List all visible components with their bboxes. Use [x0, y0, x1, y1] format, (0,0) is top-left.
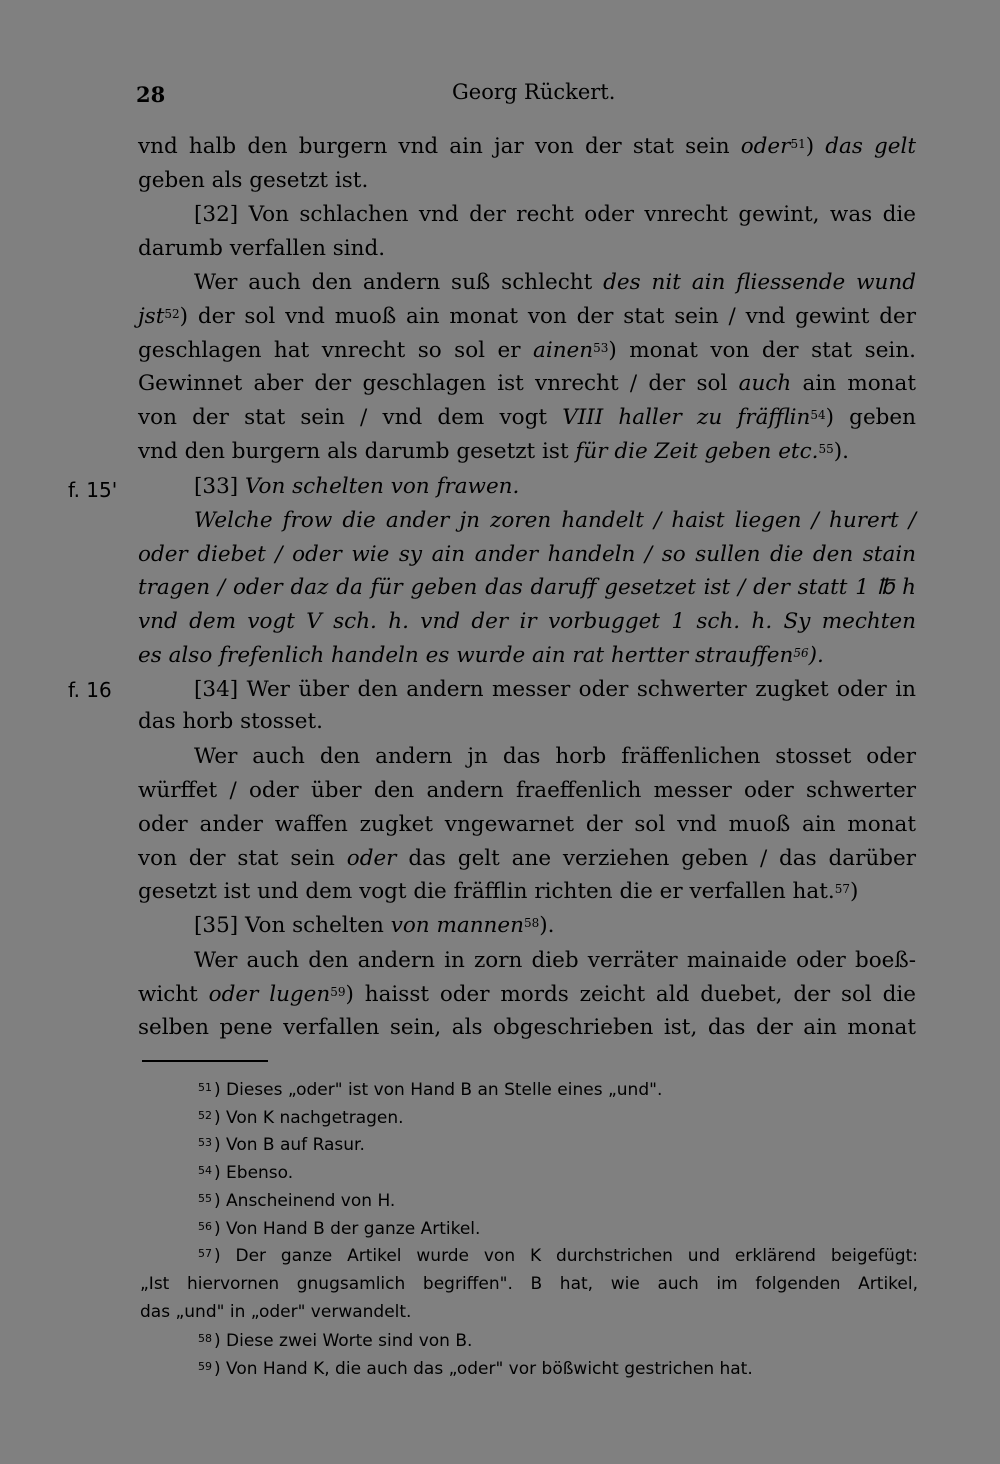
- text-line: vnd dem vogt V sch. h. vnd der ir vorbugget 1 sch. h. Sy mechten: [138, 609, 916, 634]
- text-line: vnd den burgern als darumb gesetzt ist für die Zeit geben etc.$^{55}$).: [138, 439, 849, 464]
- text-line: tragen / oder daz da für geben das daruff gesetzet ist / der statt 1 ℔ h: [138, 575, 916, 600]
- footnote-58: $^{58}$ ) Diese zwei Worte sind von B.: [198, 1331, 473, 1351]
- text-line: gesetzt ist und dem vogt die fräfflin richten die er verfallen hat.$^{57}$): [138, 879, 859, 904]
- footnote-57-cont: das „und" in „oder" verwandelt.: [140, 1302, 412, 1322]
- section-heading-34: [34] Wer über den andern messer oder schwerter zugket oder in: [194, 677, 916, 702]
- text-line: das horb stosset.: [138, 709, 323, 734]
- text-line: Welche frow die ander jn zoren handelt / haist liegen / hurert /: [194, 508, 916, 533]
- page-number: 28: [136, 82, 166, 107]
- text-line: Wer auch den andern in zorn dieb verräter mainaide oder boeß-: [194, 948, 916, 973]
- text-line: Gewinnet aber der geschlagen ist vnrecht / der sol auch ain monat: [138, 371, 916, 396]
- section-heading-33: [33] Von schelten von frawen.: [194, 474, 520, 499]
- section-heading-32: [32] Von schlachen vnd der recht oder vnrecht gewint, was die: [194, 202, 916, 227]
- text-line: selben pene verfallen sein, als obgeschrieben ist, das der ain monat: [138, 1015, 916, 1040]
- text-line: vnd halb den burgern vnd ain jar von der stat sein oder$^{51}$) das gelt: [138, 134, 916, 159]
- text-line: geschlagen hat vnrecht so sol er ainen$^{53}$) monat von der stat sein.: [138, 338, 916, 363]
- footnote-divider: [142, 1060, 268, 1062]
- footnote-57: $^{57}$ ) Der ganze Artikel wurde von K durchstrichen und erklärend beigefügt:: [198, 1246, 918, 1266]
- text-line: oder ander waffen zugket vngewarnet der sol vnd muoß ain monat: [138, 812, 916, 837]
- section-heading-35: [35] Von schelten von mannen$^{58}$).: [194, 913, 555, 938]
- margin-note-folio-16: f. 16: [68, 678, 112, 702]
- text-line: von der stat sein oder das gelt ane verziehen geben / das darüber: [138, 846, 916, 871]
- footnote-56: $^{56}$ ) Von Hand B der ganze Artikel.: [198, 1219, 481, 1239]
- text-line: von der stat sein / vnd dem vogt VIII haller zu fräfflin$^{54}$) geben: [138, 405, 917, 430]
- footnote-52: $^{52}$ ) Von K nachgetragen.: [198, 1108, 404, 1128]
- footnote-55: $^{55}$ ) Anscheinend von H.: [198, 1191, 396, 1211]
- text-line: jst$^{52}$) der sol vnd muoß ain monat von der stat sein / vnd gewint der: [138, 304, 916, 329]
- footnote-54: $^{54}$ ) Ebenso.: [198, 1163, 294, 1183]
- text-line: Wer auch den andern jn das horb fräffenlichen stosset oder: [194, 744, 916, 769]
- text-line: oder diebet / oder wie sy ain ander handeln / so sullen die den stain: [138, 542, 916, 567]
- text-line: geben als gesetzt ist.: [138, 168, 369, 193]
- text-line: Wer auch den andern suß schlecht des nit ain fliessende wund: [194, 270, 916, 295]
- text-line: darumb verfallen sind.: [138, 236, 386, 261]
- margin-note-folio-15v: f. 15': [68, 478, 118, 502]
- footnote-57-cont: „Ist hiervornen gnugsamlich begriffen". B hat, wie auch im folgenden Artikel,: [140, 1274, 918, 1294]
- footnote-59: $^{59}$ ) Von Hand K, die auch das „oder" vor bößwicht gestrichen hat.: [198, 1359, 753, 1379]
- text-line: würffet / oder über den andern fraeffenlich messer oder schwerter: [138, 778, 916, 803]
- running-title: Georg Rückert.: [452, 80, 616, 104]
- text-line: es also frefenlich handeln es wurde ain rat hertter strauffen$^{56}$).: [138, 643, 824, 668]
- footnote-53: $^{53}$ ) Von B auf Rasur.: [198, 1135, 365, 1155]
- text-line: wicht oder lugen$^{59}$) haisst oder mords zeicht ald duebet, der sol die: [138, 982, 916, 1007]
- footnote-51: $^{51}$ ) Dieses „oder" ist von Hand B an Stelle eines „und".: [198, 1080, 663, 1100]
